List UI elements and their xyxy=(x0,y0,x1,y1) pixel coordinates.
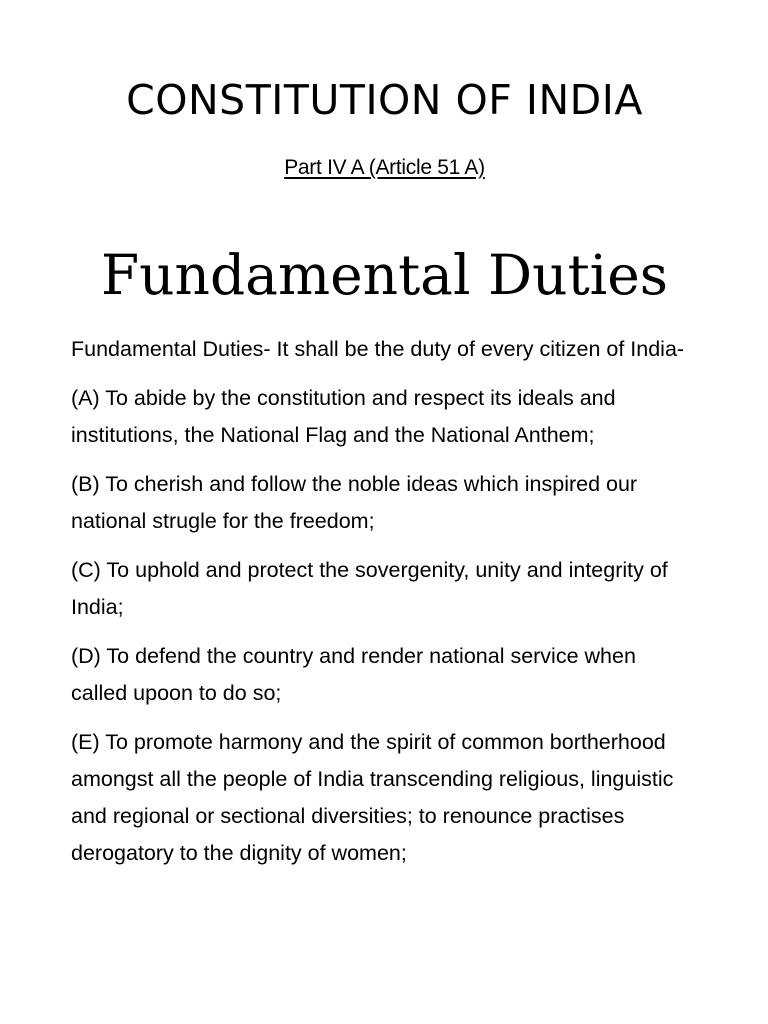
duty-e-paragraph: (E) To promote harmony and the spirit of common bortherhood amongst all the people of India transcending religious, linguistic and regional or sectional diversities; to renounce practises derogatory to the dignity of women; xyxy=(71,730,674,865)
duty-a-paragraph: (A) To abide by the constitution and respect its ideals and institutions, the National Flag and the National Anthem; xyxy=(71,386,616,447)
section-heading: Fundamental Duties xyxy=(100,243,669,307)
body-text xyxy=(71,331,698,872)
intro-paragraph: Fundamental Duties- It shall be the duty of every citizen of India- xyxy=(71,337,685,361)
duty-c-paragraph: (C) To uphold and protect the sovergenity, unity and integrity of India; xyxy=(71,558,668,619)
duty-b-paragraph: (B) To cherish and follow the noble ideas which inspired our national strugle for the freedom; xyxy=(71,472,638,533)
duty-d-paragraph: (D) To defend the country and render national service when called upoon to do so; xyxy=(71,644,636,705)
document-subtitle: Part IV A (Article 51 A) xyxy=(284,156,485,179)
document-title: CONSTITUTION OF INDIA xyxy=(126,76,643,124)
